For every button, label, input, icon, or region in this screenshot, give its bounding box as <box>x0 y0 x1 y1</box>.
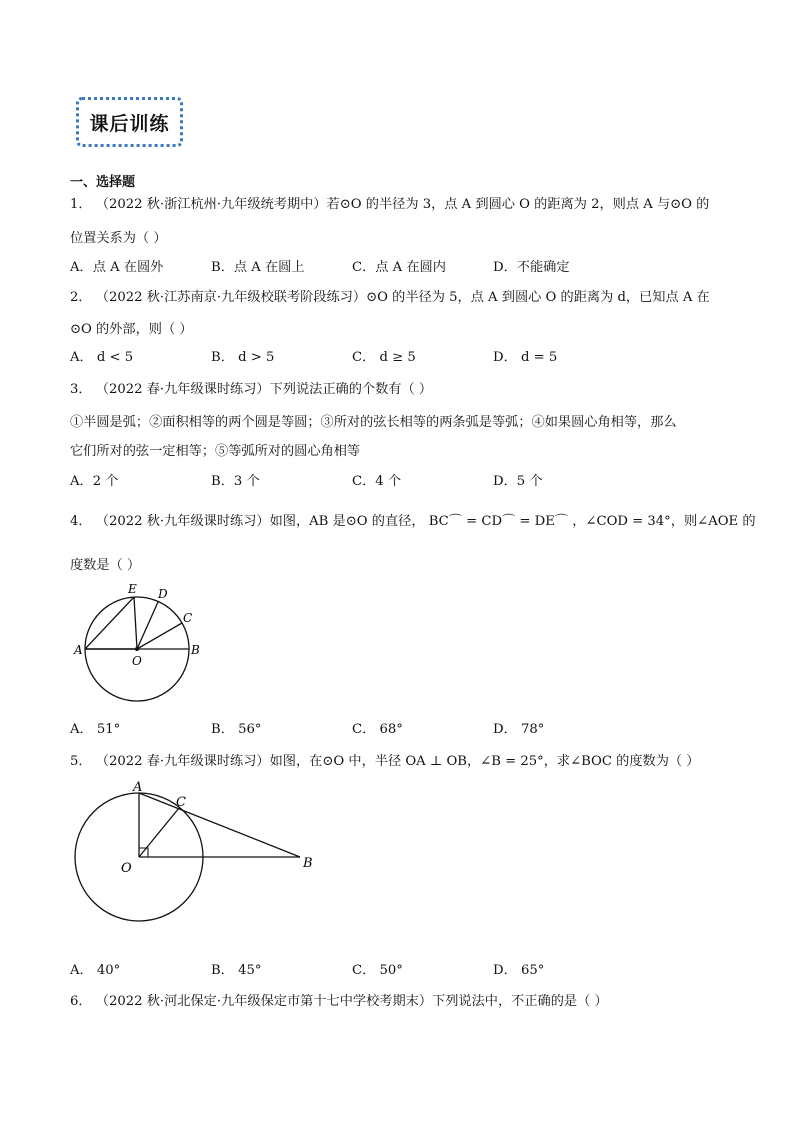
q5-options <box>70 959 670 979</box>
q5-label-c: C <box>176 795 186 810</box>
q2-options <box>70 346 670 366</box>
q5-label-b: B <box>303 856 313 871</box>
q1-option-b[interactable]: B．点 A 在圆上 <box>211 260 305 275</box>
q4-label-b: B <box>191 643 200 657</box>
lesson-badge <box>76 97 183 147</box>
q4-label-e: E <box>128 582 137 596</box>
q5-option-b[interactable]: B． 45° <box>211 963 262 978</box>
q1-option-a[interactable]: A．点 A 在圆外 <box>70 260 164 275</box>
q3-options <box>70 470 670 490</box>
q2-line-1: 2． （2022 秋·江苏南京·九年级校联考阶段练习）⊙O 的半径为 5，点 A 到圆心 O 的距离为 d，已知点 A 在 <box>70 290 710 305</box>
badge-title: 课后训练 <box>89 112 170 135</box>
q5-label-a: A <box>133 780 143 795</box>
q1-line-2: 位置关系为（ ） <box>70 231 167 246</box>
q1-options <box>70 256 670 276</box>
q5-label-o: O <box>121 861 132 876</box>
q2-option-a[interactable]: A． d < 5 <box>70 350 134 365</box>
q4-figure <box>70 580 210 710</box>
q5-line-1: 5． （2022 春·九年级课时练习）如图，在⊙O 中，半径 OA ⊥ OB，∠B = 25°，求∠BOC 的度数为（ ） <box>70 754 700 769</box>
q4-line-1: 4． （2022 秋·九年级课时练习）如图，AB 是⊙O 的直径， BC⌒ = CD⌒ = DE⌒ ，∠COD = 34°，则∠AOE 的 <box>70 514 756 529</box>
q2-option-d[interactable]: D． d = 5 <box>493 350 558 365</box>
q4-line-2: 度数是（ ） <box>70 558 141 573</box>
q3-option-c[interactable]: C．4 个 <box>352 474 402 489</box>
q4-options <box>70 718 670 738</box>
q4-option-c[interactable]: C． 68° <box>352 722 403 737</box>
q4-option-a[interactable]: A． 51° <box>70 722 121 737</box>
q3-line-1: 3． （2022 春·九年级课时练习）下列说法正确的个数有（ ） <box>70 382 433 397</box>
q3-line-3: 它们所对的弦一定相等；⑤等弧所对的圆心角相等 <box>70 444 361 459</box>
q1-option-c[interactable]: C．点 A 在圆内 <box>352 260 446 275</box>
q1-option-d[interactable]: D．不能确定 <box>493 260 570 275</box>
q2-option-c[interactable]: C． d ≥ 5 <box>352 350 416 365</box>
q4-option-b[interactable]: B． 56° <box>211 722 262 737</box>
q5-option-d[interactable]: D． 65° <box>493 963 545 978</box>
q3-option-a[interactable]: A．2 个 <box>70 474 119 489</box>
q3-option-d[interactable]: D．5 个 <box>493 474 543 489</box>
q5-option-c[interactable]: C． 50° <box>352 963 403 978</box>
q3-line-2: ①半圆是弧；②面积相等的两个圆是等圆；③所对的弦长相等的两条弧是等弧；④如果圆心角相等，那么 <box>70 415 677 430</box>
q2-line-2: ⊙O 的外部，则（ ） <box>70 322 193 337</box>
q5-option-a[interactable]: A． 40° <box>70 963 121 978</box>
q4-label-c: C <box>183 611 193 625</box>
q4-label-d: D <box>158 587 168 601</box>
q1-line-1: 1． （2022 秋·浙江杭州·九年级统考期中）若⊙O 的半径为 3，点 A 到圆心 O 的距离为 2，则点 A 与⊙O 的 <box>70 197 710 212</box>
q6-line-1: 6． （2022 秋·河北保定·九年级保定市第十七中学校考期末）下列说法中，不正确的是（ ） <box>70 994 608 1009</box>
section-title: 一、选择题 <box>70 175 136 190</box>
q4-label-a: A <box>74 643 83 657</box>
q3-option-b[interactable]: B．3 个 <box>211 474 260 489</box>
q4-option-d[interactable]: D． 78° <box>493 722 545 737</box>
q4-label-o: O <box>132 654 142 668</box>
q5-figure <box>70 775 330 935</box>
q2-option-b[interactable]: B． d > 5 <box>211 350 275 365</box>
